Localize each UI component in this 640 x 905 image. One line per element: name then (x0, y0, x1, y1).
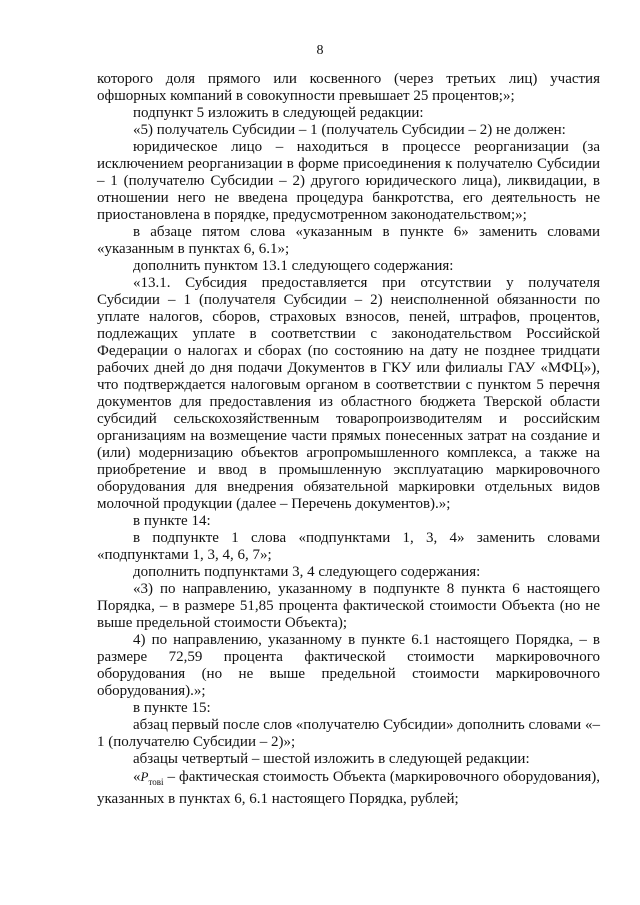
paragraph: «13.1. Субсидия предоставляется при отсутствии у получателя Субсидии – 1 (получателя Субсидии – 2) неисполненной обязанности по уплате налогов, сборов, страховых взносов, пеней, штрафов, процентов, подлежащих уплате в соответствии с законодательством Российской Федерации о налогах и сборах (по состоянию на дату не позднее тридцати рабочих дней до дня подачи Документов в ГКУ или филиалы ГАУ «МФЦ»), что подтверждается налоговым органом в соответствии с пунктом 5 перечня документов для предоставления из областного бюджета Тверской области субсидий сельскохозяйственным товаропроизводителям и российским организациям на возмещение части прямых понесенных затрат на создание и (или) модернизацию объектов агропромышленного комплекса, а также на приобретение и ввод в промышленную эксплуатацию маркировочного оборудования для внедрения обязательной маркировки отдельных видов молочной продукции (далее – Перечень документов).»; (97, 275, 600, 512)
document-body (97, 71, 600, 808)
paragraph: подпункт 5 изложить в следующей редакции: (133, 105, 424, 121)
paragraph: 4) по направлению, указанному в пункте 6.1 настоящего Порядка, – в размере 72,59 процента фактической стоимости маркировочного оборудования (но не выше предельной стоимости маркировочного оборудования).»; (97, 632, 600, 699)
paragraph: юридическое лицо – находиться в процессе реорганизации (за исключением реорганизации в форме присоединения к получателю Субсидии – 1 (получателю Субсидии – 2) другого юридического лица), ликвидации, в отношении него не введена процедура банкротства, его деятельность не приостановлена в порядке, предусмотренном законодательством;»; (97, 139, 600, 223)
formula-subscript: тові (148, 777, 164, 787)
formula-text: – фактическая стоимость Объекта (маркировочного оборудования), указанных в пунктах 6, 6.1 настоящего Порядка, рублей; (97, 769, 600, 807)
paragraph: которого доля прямого или косвенного (через третьих лиц) участия офшорных компаний в совокупности превышает 25 процентов;»; (97, 71, 600, 104)
paragraph: дополнить пунктом 13.1 следующего содержания: (133, 258, 454, 274)
paragraph: дополнить подпунктами 3, 4 следующего содержания: (133, 564, 481, 580)
paragraph: в подпункте 1 слова «подпунктами 1, 3, 4» заменить словами «подпунктами 1, 3, 4, 6, 7»; (97, 530, 600, 563)
formula-paragraph (97, 768, 600, 808)
page-number: 8 (316, 43, 324, 58)
formula-open-quote: « (133, 769, 141, 785)
paragraph: «3) по направлению, указанному в подпункте 8 пункта 6 настоящего Порядка, – в размере 51,85 процента фактической стоимости Объекта (но не выше предельной стоимости Объекта); (97, 581, 600, 631)
paragraph: абзацы четвертый – шестой изложить в следующей редакции: (133, 751, 530, 767)
paragraph: в абзаце пятом слова «указанным в пункте 6» заменить словами «указанным в пунктах 6, 6.1»; (97, 224, 600, 257)
paragraph: в пункте 15: (133, 700, 211, 716)
paragraph: в пункте 14: (133, 513, 211, 529)
paragraph: абзац первый после слов «получателю Субсидии» дополнить словами «– 1 (получателю Субсидии – 2)»; (97, 717, 600, 750)
formula-symbol: P (140, 769, 149, 784)
paragraph: «5) получатель Субсидии – 1 (получатель Субсидии – 2) не должен: (133, 122, 566, 138)
